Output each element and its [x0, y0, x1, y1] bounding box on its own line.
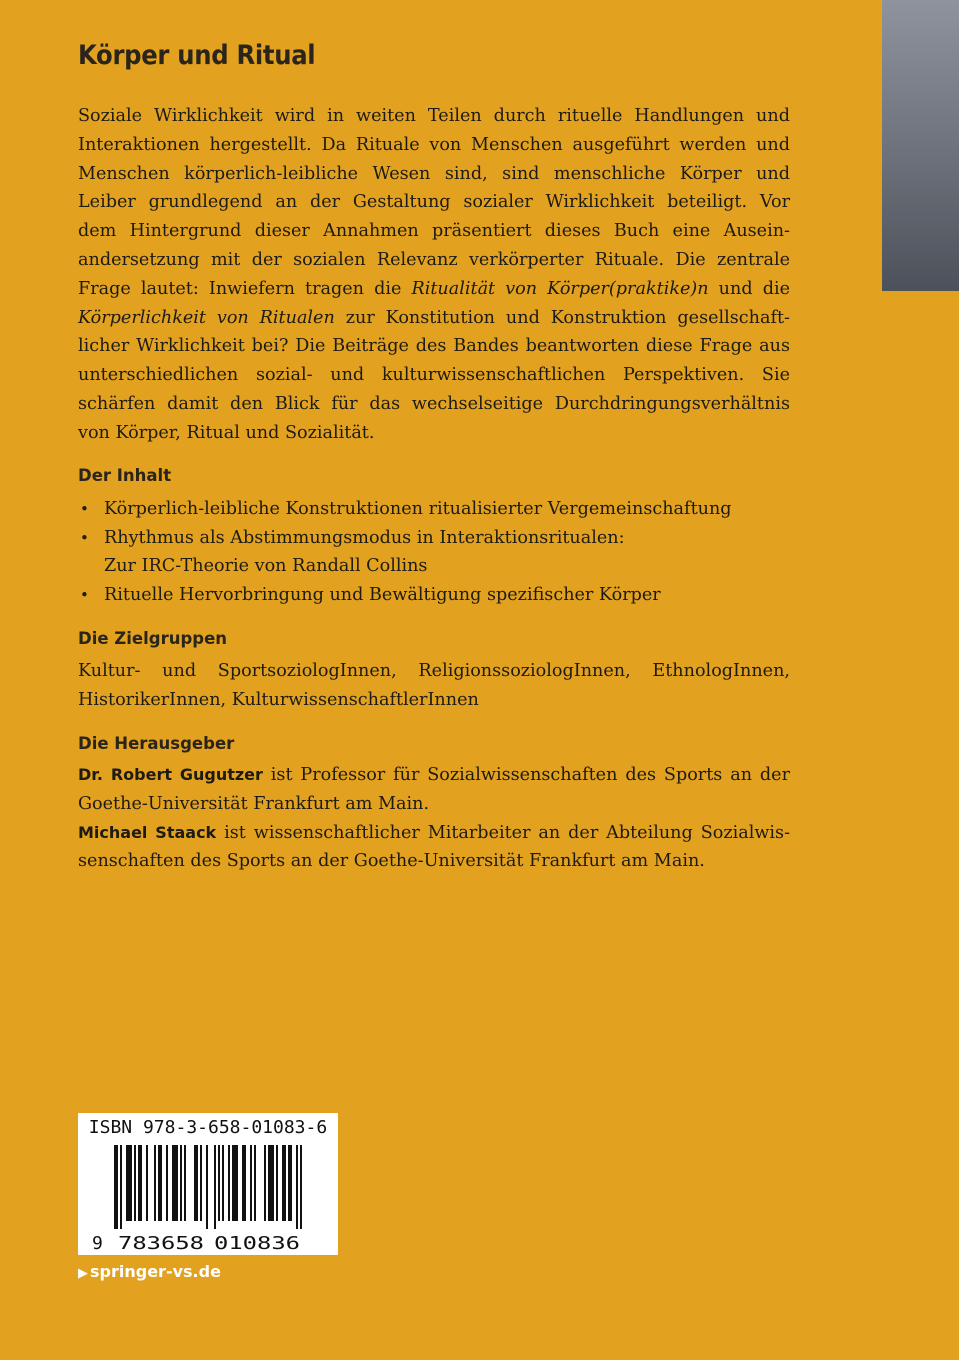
abstract-line: Interaktionen hergestellt. Da Rituale von Menschen ausgeführt werden und [78, 134, 790, 155]
targets-paragraph [78, 657, 790, 715]
play-arrow-icon: ▶ [78, 1266, 88, 1281]
barcode-bar [250, 1145, 252, 1221]
editor-name: Dr. Robert Gugutzer [78, 765, 263, 784]
barcode-bar [288, 1145, 292, 1221]
editors-line [78, 761, 790, 790]
abstract-text: Frage lautet: Inwiefern tragen die [78, 278, 412, 299]
book-title: Körper und Ritual [78, 40, 316, 71]
abstract-emphasis: Ritualität von Körper(praktike)n [411, 278, 709, 299]
contents-heading: Der Inhalt [78, 466, 172, 485]
barcode-bar [222, 1145, 224, 1221]
abstract-line: Soziale Wirklichkeit wird in weiten Teilen durch rituelle Handlungen und [78, 106, 790, 126]
editor-text: ist Professor für Sozialwissenschaften des Sports an der [262, 765, 790, 785]
barcode-bar [180, 1145, 182, 1221]
barcode-bar [114, 1145, 118, 1229]
editors-paragraph [78, 761, 790, 876]
list-item [78, 524, 790, 553]
abstract-emphasis: Körperlichkeit von Ritualen [78, 307, 335, 328]
barcode-bar [242, 1145, 246, 1221]
barcode-bar [200, 1145, 202, 1221]
abstract-line: Menschen körperlich-leibliche Wesen sind, sind menschliche Körper und [78, 163, 790, 184]
barcode-bar [184, 1145, 186, 1221]
barcode-bars [114, 1145, 302, 1229]
isbn-barcode-box [78, 1113, 338, 1255]
barcode-bar [214, 1145, 216, 1229]
abstract-line: licher Wirklichkeit bei? Die Beiträge des Bandes beantworten diese Frage aus [78, 336, 790, 357]
barcode-bar [282, 1145, 286, 1221]
barcode-bar [232, 1145, 238, 1221]
targets-line: Kultur- und SportsoziologInnen, ReligionssoziologInnen, EthnologInnen, [78, 661, 790, 681]
barcode-graphic [78, 1141, 338, 1255]
barcode-bar [296, 1145, 298, 1229]
targets-line: HistorikerInnen, KulturwissenschaftlerInnen [78, 689, 479, 710]
barcode-bar [206, 1145, 208, 1229]
abstract-line: Leiber grundlegend an der Gestaltung sozialer Wirklichkeit beteiligt. Vor [78, 192, 790, 213]
list-item [78, 581, 790, 610]
barcode-bar [276, 1145, 278, 1221]
isbn-digits-left: 783658 [118, 1233, 204, 1254]
list-item-continuation [78, 552, 790, 581]
isbn-label: ISBN 978-3-658-01083-6 [88, 1117, 328, 1138]
barcode-bar [172, 1145, 178, 1221]
abstract-line: dem Hintergrund dieser Annahmen präsentiert dieses Buch eine Ausein- [78, 221, 790, 242]
list-item-text: Rituelle Hervorbringung und Bewältigung spezifischer Körper [104, 584, 661, 605]
list-item-text: Körperlich-leibliche Konstruktionen ritualisierter Vergemeinschaftung [104, 499, 732, 519]
barcode-bar [120, 1145, 122, 1229]
isbn-digits-right: 010836 [214, 1233, 300, 1254]
bullet-icon: • [80, 585, 89, 604]
barcode-bar [218, 1145, 220, 1221]
abstract-text: und die [708, 278, 790, 299]
barcode-bar [194, 1145, 198, 1221]
barcode-bar [254, 1145, 256, 1221]
abstract-line [78, 275, 790, 304]
barcode-bar [158, 1145, 162, 1221]
barcode-bar [166, 1145, 168, 1221]
abstract-line: andersetzung mit der sozialen Relevanz verkörperter Rituale. Die zentrale [78, 249, 790, 270]
editors-heading: Die Herausgeber [78, 734, 235, 753]
abstract-paragraph [78, 102, 790, 448]
abstract-text: zur Konstitution und Konstruktion gesellschaft- [334, 307, 790, 328]
bullet-icon: • [80, 528, 89, 547]
list-item [78, 495, 790, 524]
barcode-bar [134, 1145, 136, 1221]
barcode-bar [228, 1145, 230, 1221]
bullet-icon: • [80, 500, 89, 518]
abstract-line: schärfen damit den Blick für das wechselseitige Durchdringungsverhältnis [78, 393, 790, 414]
targets-heading: Die Zielgruppen [78, 629, 228, 648]
editor-name: Michael Staack [78, 822, 217, 842]
barcode-bar [154, 1145, 156, 1221]
abstract-line [78, 304, 790, 333]
barcode-bar [268, 1145, 274, 1221]
editors-line: senschaften des Sports an der Goethe-Universität Frankfurt am Main. [78, 851, 705, 872]
isbn-digit-first: 9 [92, 1233, 103, 1254]
editor-text: ist wissenschaftlicher Mitarbeiter an der Abteilung Sozialwis- [216, 822, 791, 843]
editors-line: Goethe-Universität Frankfurt am Main. [78, 793, 430, 814]
abstract-line: unterschiedlichen sozial- und kulturwissenschaftlichen Perspektiven. Sie [78, 365, 790, 386]
barcode-bar [300, 1145, 302, 1229]
barcode-bar [146, 1145, 148, 1221]
abstract-line: von Körper, Ritual und Sozialität. [78, 422, 375, 443]
publisher-url: springer-vs.de [90, 1262, 221, 1281]
list-item-text: Rhythmus als Abstimmungsmodus in Interaktionsritualen: [104, 527, 625, 548]
contents-list [78, 495, 790, 609]
barcode-bar [264, 1145, 266, 1221]
publisher-link[interactable] [78, 1262, 221, 1281]
list-item-text: Zur IRC-Theorie von Randall Collins [104, 556, 428, 576]
corner-color-tab [882, 0, 959, 291]
barcode-bar [138, 1145, 142, 1221]
editors-line [78, 819, 790, 848]
barcode-bar [126, 1145, 132, 1221]
